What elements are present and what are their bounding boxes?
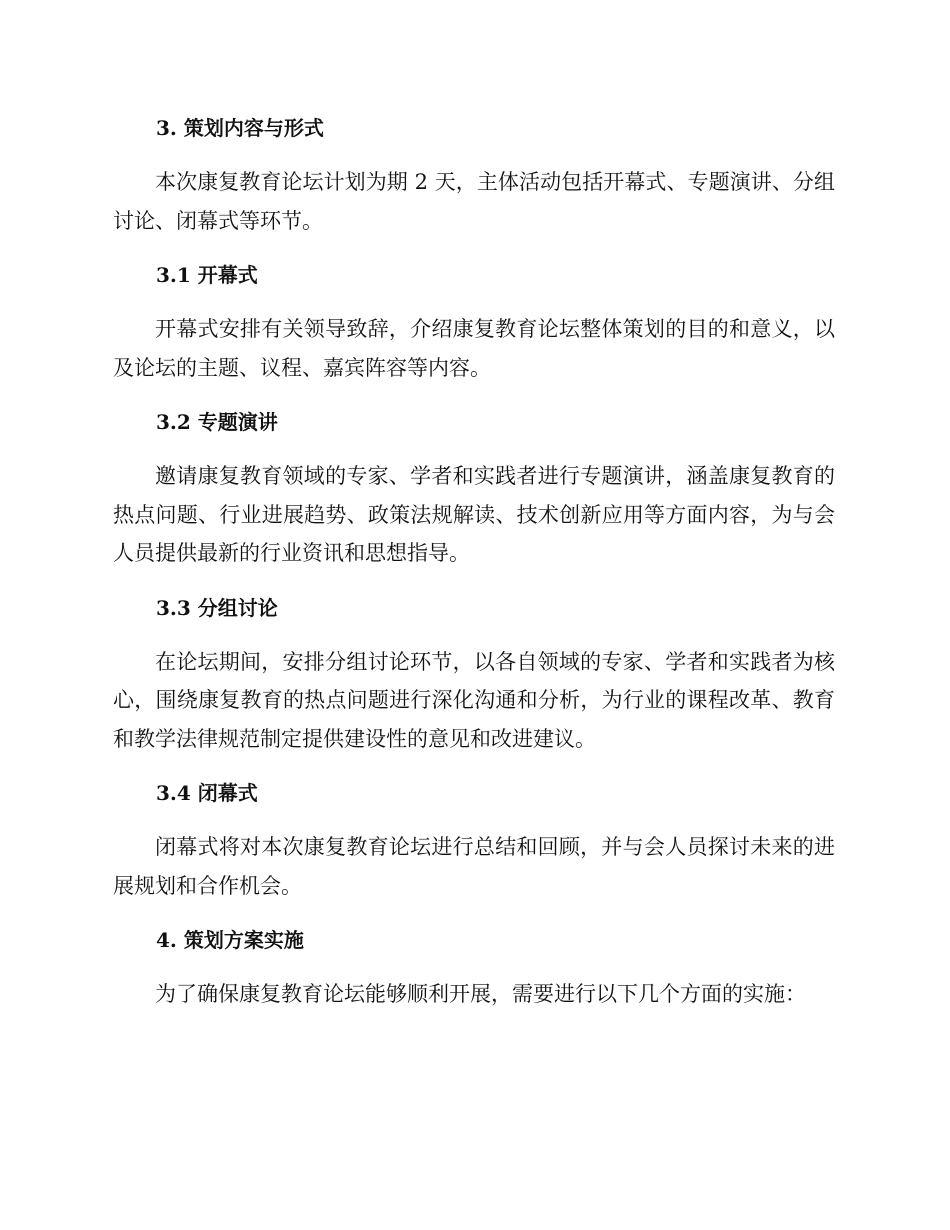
section-paragraph-4: 为了确保康复教育论坛能够顺利开展，需要进行以下几个方面的实施： — [155, 982, 806, 1006]
section-paragraph-3-4: 闭幕式将对本次康复教育论坛进行总结和回顾，并与会人员探讨未来的进展规划和合作机会。 — [113, 835, 835, 898]
document-page — [113, 108, 835, 1014]
section-paragraph-3: 本次康复教育论坛计划为期 2 天，主体活动包括开幕式、专题演讲、分组讨论、闭幕式等环节。 — [113, 170, 835, 233]
section-heading-3-1: 3.1 开幕式 — [156, 263, 258, 287]
section-paragraph-3-1: 开幕式安排有关领导致辞，介绍康复教育论坛整体策划的目的和意义，以及论坛的主题、议程、嘉宾阵容等内容。 — [113, 317, 835, 380]
section-heading-3: 3. 策划内容与形式 — [156, 116, 324, 140]
section-heading-3-2: 3.2 专题演讲 — [156, 410, 278, 434]
section-paragraph-3-3: 在论坛期间，安排分组讨论环节，以各自领域的专家、学者和实践者为核心，围绕康复教育的热点问题进行深化沟通和分析，为行业的课程改革、教育和教学法律规范制定提供建设性的意见和改进建议。 — [113, 649, 835, 751]
section-paragraph-3-2: 邀请康复教育领域的专家、学者和实践者进行专题演讲，涵盖康复教育的热点问题、行业进展趋势、政策法规解读、技术创新应用等方面内容，为与会人员提供最新的行业资讯和思想指导。 — [113, 464, 835, 565]
section-heading-3-4: 3.4 闭幕式 — [156, 781, 258, 805]
section-heading-4: 4. 策划方案实施 — [156, 928, 304, 952]
section-heading-3-3: 3.3 分组讨论 — [156, 595, 278, 620]
